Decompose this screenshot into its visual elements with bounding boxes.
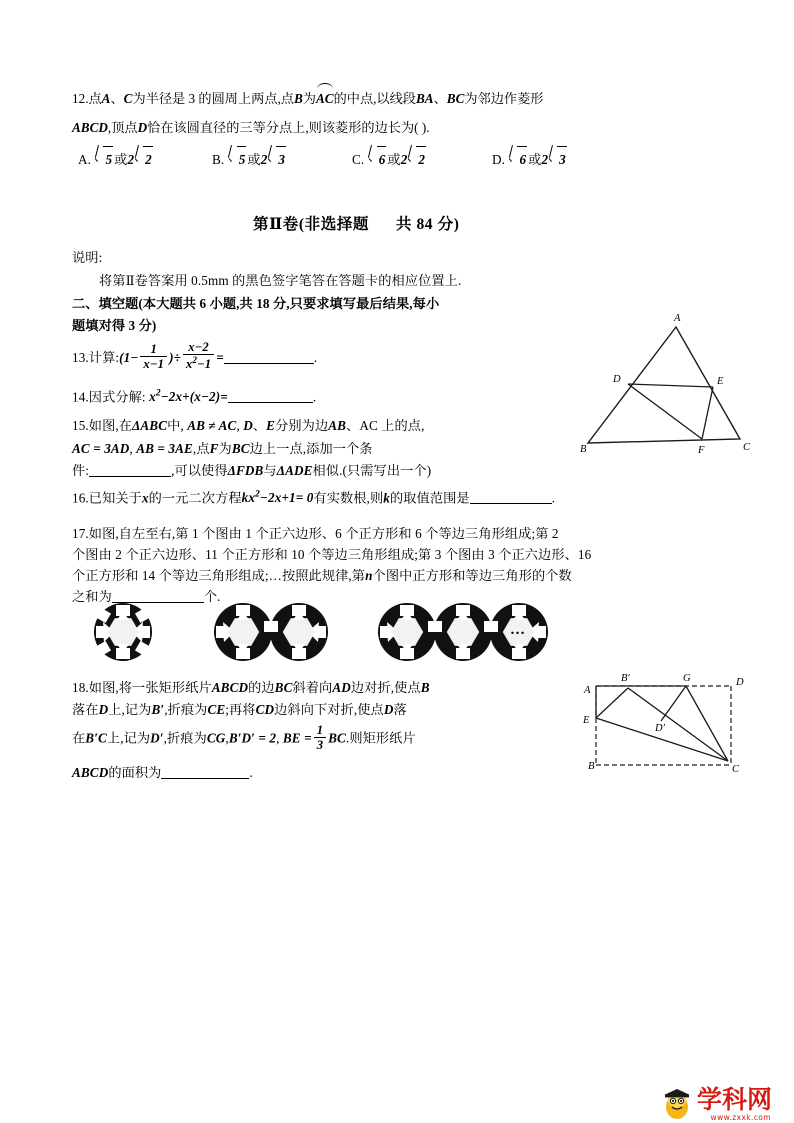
q18-side-cd: CD xyxy=(255,702,275,717)
q15-text4: ,点 xyxy=(192,441,210,456)
q15-ab-neq-ac: AB ≠ AC xyxy=(187,418,237,433)
q12-option-d-coef: 2 xyxy=(541,152,549,167)
q15-text7: ,可以使得 xyxy=(171,463,228,478)
q15-fig-label-f: F xyxy=(698,445,705,455)
q17-ellipsis: … xyxy=(510,622,527,638)
q12-option-a-root2: 2 xyxy=(143,146,153,172)
q12-option-c-or: 或 xyxy=(387,152,401,167)
q16-text3: 的取值范围是 xyxy=(389,490,470,506)
q15-sep3: , xyxy=(129,441,133,456)
q15-point-d: D xyxy=(243,418,253,433)
q16-equation xyxy=(242,490,314,505)
question-13 xyxy=(72,340,317,372)
q12-option-a-label: A. xyxy=(78,152,92,167)
q13-equals: = xyxy=(216,349,224,365)
q16-var-x: x xyxy=(141,490,149,506)
q16-eq-tail: −2x+1= 0 xyxy=(259,490,314,506)
q12-option-d-root1: 6 xyxy=(517,146,527,172)
q13-frac2-den-exponent: 2 xyxy=(192,355,197,366)
q17-figure-pattern-1 xyxy=(84,601,162,668)
q16-answer-blank[interactable] xyxy=(470,503,552,504)
q16-prefix: 16.已知关于 xyxy=(72,490,142,506)
q13-close-paren: ) xyxy=(169,349,174,365)
q18-text5: 上,记为 xyxy=(108,702,152,717)
question-15-line3 xyxy=(72,458,431,483)
q14-prefix: 14.因式分解: xyxy=(72,389,146,405)
q16-eq-base: kx xyxy=(241,490,256,506)
q15-text3: 、AC 上的点, xyxy=(346,418,425,433)
q15-point-f: F xyxy=(209,441,219,456)
q15-fig-label-d: D xyxy=(613,374,621,385)
q12-point-b: B xyxy=(294,91,303,106)
q15-triangle-abc: ΔABC xyxy=(132,418,168,433)
q15-text2: 分别为边 xyxy=(275,418,329,433)
q18-sep5: , xyxy=(276,730,280,746)
q18-text9: 落 xyxy=(393,702,407,717)
q15-ac-eq-3ad: AC = 3AD xyxy=(72,441,130,456)
q18-fig-label-a: A xyxy=(584,685,591,696)
q17-var-n: n xyxy=(365,568,373,583)
q13-frac1-denominator: x−1 xyxy=(143,357,165,372)
q12-number-text: 12.点 xyxy=(72,91,102,106)
q13-minus: − xyxy=(130,349,139,365)
q17-text4: 个. xyxy=(203,589,221,604)
q18-fig-label-c: C xyxy=(732,764,740,775)
q17-figure-pattern-2 xyxy=(206,601,338,668)
q16-eq-exponent: 2 xyxy=(255,490,260,500)
q18-text3: 边对折,使点 xyxy=(350,680,421,695)
q18-fig-label-d: D xyxy=(736,677,744,688)
q12-rhombus-abcd: ABCD xyxy=(72,120,108,135)
q17-text3: 之和为 xyxy=(72,589,112,604)
q13-frac2-den-tail: −1 xyxy=(197,357,212,372)
q18-side-ad: AD xyxy=(332,680,351,695)
q12-point-a: A xyxy=(101,91,111,106)
q12-point-c: C xyxy=(123,91,133,106)
q13-frac1-numerator: 1 xyxy=(140,342,167,357)
q18-frac-numerator: 1 xyxy=(314,723,326,738)
question-14 xyxy=(72,382,316,409)
q18-answer-blank[interactable] xyxy=(161,778,249,779)
q16-var-k: k xyxy=(383,490,390,506)
question-18-line3 xyxy=(72,723,416,753)
q12-option-b-root1: 5 xyxy=(237,146,247,172)
q18-text1: 的边 xyxy=(248,680,275,695)
q12-option-c-label: C. xyxy=(352,152,365,167)
q12-option-c-root1: 6 xyxy=(377,146,387,172)
q18-text2: 斜着向 xyxy=(292,680,333,695)
q18-text11: 上,记为 xyxy=(106,730,151,746)
watermark-url: www.zxxk.com xyxy=(710,1112,772,1122)
q15-text8: 与 xyxy=(263,463,277,478)
q12-segment-bc: BC xyxy=(446,91,465,106)
q12-option-d-root2: 3 xyxy=(557,146,567,172)
q12-arc-ac: AC xyxy=(316,83,334,111)
q15-ab-eq-3ae: AB = 3AE xyxy=(136,441,193,456)
q16-text1: 的一元二次方程 xyxy=(148,490,242,506)
q15-triangle-fdb: ΔFDB xyxy=(227,463,264,478)
q16-period: . xyxy=(551,490,556,506)
q18-frac-denominator: 3 xyxy=(316,738,324,753)
q18-text13: .则矩形纸片 xyxy=(345,730,416,746)
q18-text4: 落在 xyxy=(72,702,99,717)
q15-point-e: E xyxy=(266,418,276,433)
q14-expr-exponent: 2 xyxy=(155,389,161,399)
q15-figure-triangle xyxy=(580,305,785,455)
q15-text9: 相似.(只需写出一个) xyxy=(312,463,432,478)
question-17-line2: 个图由 2 个正六边形、11 个正方形和 10 个等边三角形组成;第 3 个图由 3 个正六边形、16 xyxy=(72,547,592,562)
q15-side-ab: AB xyxy=(328,418,347,433)
q12-option-c-root2: 2 xyxy=(416,146,426,172)
q18-rect-abcd-2: ABCD xyxy=(72,765,109,780)
q18-sep4: , xyxy=(225,730,229,746)
q13-open-paren: ( xyxy=(119,349,124,365)
q12-text6: 恰在该圆直径的三等分点上,则该菱形的边长为( ). xyxy=(147,120,430,135)
q18-point-b: B xyxy=(420,680,430,695)
q15-answer-blank[interactable] xyxy=(89,476,171,477)
q14-equals: = xyxy=(220,389,228,405)
q18-be-eq: BE = xyxy=(282,730,312,746)
q15-text5: 为 xyxy=(218,441,232,456)
q12-sep2: 、 xyxy=(433,91,447,106)
q15-condition-label: 件: xyxy=(72,463,90,478)
q14-expr-base: x xyxy=(149,389,156,405)
q18-fig-label-e: E xyxy=(583,715,590,726)
q14-expression xyxy=(149,389,220,404)
q15-fig-label-a: A xyxy=(674,313,681,324)
q18-crease-cg: CG xyxy=(206,730,226,746)
q15-triangle-ade: ΔADE xyxy=(276,463,313,478)
q18-point-d: D xyxy=(98,702,109,717)
q12-option-c-coef: 2 xyxy=(400,152,408,167)
q15-fig-label-b: B xyxy=(580,444,587,455)
q13-period: . xyxy=(313,349,318,365)
q18-text12: ,折痕为 xyxy=(163,730,207,746)
q12-option-d-or: 或 xyxy=(528,152,542,167)
q18-figure-folded-rectangle xyxy=(566,668,788,783)
q12-segment-ba: BA xyxy=(416,91,434,106)
q12-text4: 为邻边作菱形 xyxy=(464,91,544,106)
q16-text2: 有实数根,则 xyxy=(313,490,384,506)
q13-frac2-den-base: x xyxy=(185,357,193,372)
q18-point-d-prime: D′ xyxy=(150,730,164,746)
q15-text6: 边上一点,添加一个条 xyxy=(249,441,373,456)
q13-one: 1 xyxy=(123,349,131,365)
q13-frac2-numerator: x−2 xyxy=(183,340,214,355)
q18-side-bc: BC xyxy=(274,680,293,695)
watermark-text: 学科网 xyxy=(697,1084,773,1114)
q17-text1: 个正方形和 14 个等边三角形组成;…按照此规律,第 xyxy=(72,568,366,583)
q12-vertex-d: D xyxy=(137,120,148,135)
q18-text6: ,折痕为 xyxy=(164,702,208,717)
q15-prefix: 15.如图,在 xyxy=(72,418,133,433)
note-label: 说明: xyxy=(72,250,103,265)
q12-option-a-coef: 2 xyxy=(127,152,135,167)
q14-period: . xyxy=(312,389,317,405)
q17-figure-pattern-3 xyxy=(370,601,558,668)
question-12 xyxy=(72,83,722,140)
q12-option-b-label: B. xyxy=(212,152,225,167)
q13-divide-sign: ÷ xyxy=(173,349,181,365)
q18-prefix: 18.如图,将一张矩形纸片 xyxy=(72,680,212,695)
question-15-line1 xyxy=(72,413,425,438)
q15-sep2: 、 xyxy=(252,418,267,433)
q18-text7: ;再将 xyxy=(225,702,256,717)
q18-bc: BC xyxy=(328,730,346,746)
fill-blank-section-title-line1: 二、填空题(本大题共 6 小题,共 18 分,只要求填写最后结果,每小 xyxy=(72,296,440,311)
q18-point-d2: D xyxy=(383,702,394,717)
q12-option-b-root2: 3 xyxy=(276,146,286,172)
q13-answer-blank[interactable] xyxy=(224,363,314,364)
q15-fig-label-c: C xyxy=(743,442,751,453)
q18-period: . xyxy=(249,765,253,780)
question-17-line1: 17.如图,自左至右,第 1 个图由 1 个正六边形、6 个正方形和 6 个等边三角形组成;第 2 xyxy=(72,526,559,541)
q12-option-a-or: 或 xyxy=(114,152,128,167)
q18-bpdp-eq-2: B′D′ = 2 xyxy=(228,730,277,746)
q18-crease-ce: CE xyxy=(207,702,226,717)
q15-text1: 中, xyxy=(167,418,184,433)
note-text: 将第Ⅱ卷答案用 0.5mm 的黑色签字笔答在答题卡的相应位置上. xyxy=(99,273,462,288)
q18-rect-abcd: ABCD xyxy=(211,680,249,695)
q12-option-b-coef: 2 xyxy=(260,152,268,167)
q18-text8: 边斜向下对折,使点 xyxy=(274,702,384,717)
q12-option-a-root1: 5 xyxy=(103,146,113,172)
q15-side-bc: BC xyxy=(231,441,250,456)
q18-fig-label-d-prime: D′ xyxy=(655,723,665,734)
q14-answer-blank[interactable] xyxy=(228,402,313,403)
q15-sep1: , xyxy=(236,418,240,433)
question-18-line2 xyxy=(72,697,407,722)
q18-segment-bprime-c: B′C xyxy=(85,730,107,746)
mascot-icon xyxy=(660,1086,694,1120)
q18-fig-label-g: G xyxy=(683,673,691,684)
q12-text3: 的中点,以线段 xyxy=(333,91,416,106)
q18-fig-label-b: B xyxy=(588,761,595,772)
question-18-line4 xyxy=(72,760,253,785)
q12-sep1: 、 xyxy=(110,91,124,106)
question-16 xyxy=(72,483,555,510)
section-2-heading: 第Ⅱ卷(非选择题 共 84 分) xyxy=(253,216,460,233)
q15-fig-label-e: E xyxy=(717,376,724,387)
q18-text10: 在 xyxy=(72,730,86,746)
q13-frac2-denominator xyxy=(183,355,214,372)
q12-text1: 为半径是 3 的圆周上两点,点 xyxy=(132,91,294,106)
q12-option-b-or: 或 xyxy=(247,152,261,167)
q12-text2: 为 xyxy=(302,91,316,106)
q12-option-b[interactable] xyxy=(212,146,287,172)
q18-point-b-prime: B′ xyxy=(151,702,165,717)
watermark-logo xyxy=(660,1086,772,1120)
q12-option-d-label: D. xyxy=(492,152,506,167)
q14-expr-tail: −2x+(x−2) xyxy=(160,389,221,405)
q12-option-c[interactable] xyxy=(352,146,427,172)
q12-option-a[interactable] xyxy=(78,146,154,172)
q12-text5: ,顶点 xyxy=(107,120,138,135)
fill-blank-section-title-line2: 题填对得 3 分) xyxy=(72,318,157,333)
q13-prefix: 13.计算: xyxy=(72,349,120,365)
q17-text2: 个图中正方形和等边三角形的个数 xyxy=(372,568,572,583)
q12-option-d[interactable] xyxy=(492,146,568,172)
q18-text14: 的面积为 xyxy=(108,765,162,780)
q18-fig-label-b-prime: B′ xyxy=(621,673,630,684)
